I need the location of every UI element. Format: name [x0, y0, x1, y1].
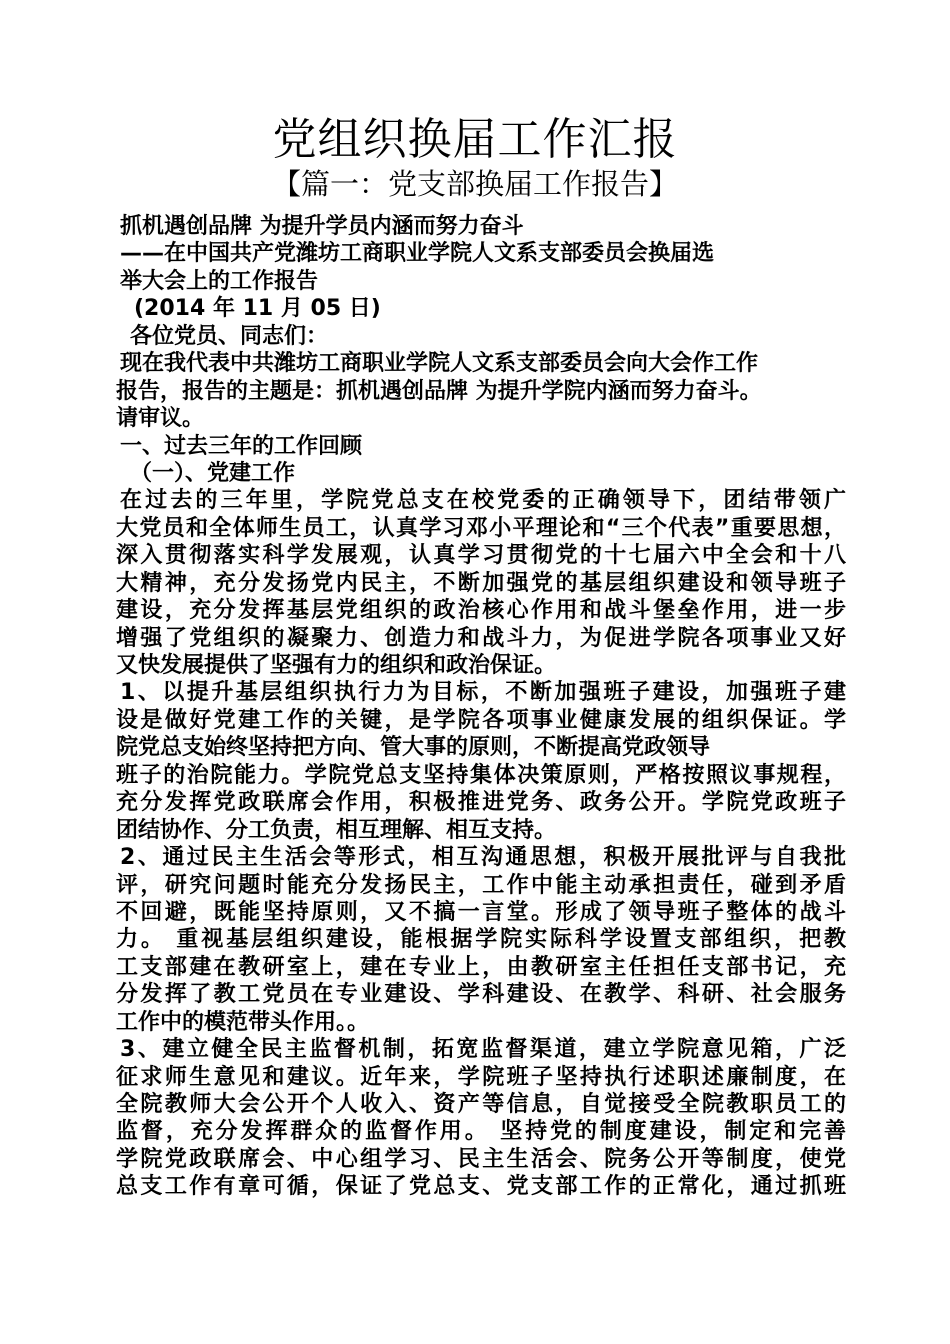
text-line: 分发挥了教工党员在专业建设、学科建设、在教学、科研、社会服务	[116, 982, 846, 1008]
document-subtitle: 【篇一：党支部换届工作报告】	[271, 167, 678, 201]
text-line: 大党员和全体师生员工，认真学习邓小平理论和“三个代表”重要思想，	[116, 515, 846, 541]
text-line: 建设，充分发挥基层党组织的政治核心作用和战斗堡垒作用，进一步	[116, 598, 846, 624]
document-body	[116, 213, 846, 1201]
text-line: 现在我代表中共潍坊工商职业学院人文系支部委员会向大会作工作	[120, 351, 759, 377]
text-line: 工作中的模范带头作用。。	[116, 1009, 370, 1035]
text-line: 监督，充分发挥群众的监督作用。 坚持党的制度建设，制定和完善	[116, 1119, 846, 1145]
text-line: ——在中国共产党潍坊工商职业学院人文系支部委员会换届选	[120, 241, 715, 267]
text-line: 又快发展提供了坚强有力的组织和政治保证。	[116, 653, 557, 678]
text-line: 1、以提升基层组织执行力为目标，不断加强班子建设，加强班子建	[120, 680, 846, 706]
text-line: 举大会上的工作报告	[120, 268, 319, 294]
text-line: 力。 重视基层组织建设，能根据学院实际科学设置支部组织，把教	[116, 927, 846, 953]
text-line: 院党总支始终坚持把方向、管大事的原则，不断提高党政领导	[116, 735, 711, 761]
text-line: (2014 年 11 月 05 日)	[134, 296, 381, 322]
text-line: 3、建立健全民主监督机制，拓宽监督渠道，建立学院意见箱，广泛	[120, 1037, 846, 1063]
text-line: 不回避，既能坚持原则，又不搞一言堂。形成了领导班子整体的战斗	[116, 899, 846, 925]
text-line: 充分发挥党政联席会作用，积极推进党务、政务公开。学院党政班子	[116, 790, 846, 816]
text-line: 全院教师大会公开个人收入、资产等信息，自觉接受全院教职员工的	[116, 1092, 846, 1117]
text-line: 设是做好党建工作的关键，是学院各项事业健康发展的组织保证。学	[116, 707, 846, 733]
text-line: 增强了党组织的凝聚力、创造力和战斗力，为促进学院各项事业又好	[116, 625, 846, 651]
text-line: 学院党政联席会、中心组学习、民主生活会、院务公开等制度，使党	[116, 1146, 846, 1172]
text-line: 工支部建在教研室上，建在专业上，由教研室主任担任支部书记，充	[116, 954, 846, 980]
text-line: 在过去的三年里，学院党总支在校党委的正确领导下，团结带领广	[120, 488, 846, 514]
text-line: 抓机遇创品牌 为提升学员内涵而努力奋斗	[120, 214, 524, 239]
text-line: 2、通过民主生活会等形式，相互沟通思想，积极开展批评与自我批	[120, 845, 846, 871]
text-line: 深入贯彻落实科学发展观，认真学习贯彻党的十七届六中全会和十八	[116, 543, 846, 569]
text-line: 班子的治院能力。学院党总支坚持集体决策原则，严格按照议事规程，	[116, 762, 846, 788]
document-title: 党组织换届工作汇报	[272, 114, 678, 165]
section-heading: 一、过去三年的工作回顾	[120, 433, 363, 459]
subsection-heading: （一）、党建工作	[130, 460, 296, 486]
text-line: 大精神，充分发扬党内民主，不断加强党的基层组织建设和领导班子	[116, 570, 846, 596]
text-line: 各位党员、同志们：	[130, 323, 329, 349]
text-line: 请审议。	[116, 406, 205, 432]
text-line: 团结协作、分工负责，相互理解、相互支持。	[116, 817, 557, 843]
text-line: 报告，报告的主题是：抓机遇创品牌 为提升学院内涵而努力奋斗。	[116, 378, 762, 404]
text-line: 征求师生意见和建议。近年来，学院班子坚持执行述职述廉制度，在	[116, 1064, 846, 1090]
text-line: 评，研究问题时能充分发扬民主，工作中能主动承担责任，碰到矛盾	[116, 872, 846, 898]
text-line: 总支工作有章可循，保证了党总支、党支部工作的正常化，通过抓班	[116, 1174, 846, 1200]
